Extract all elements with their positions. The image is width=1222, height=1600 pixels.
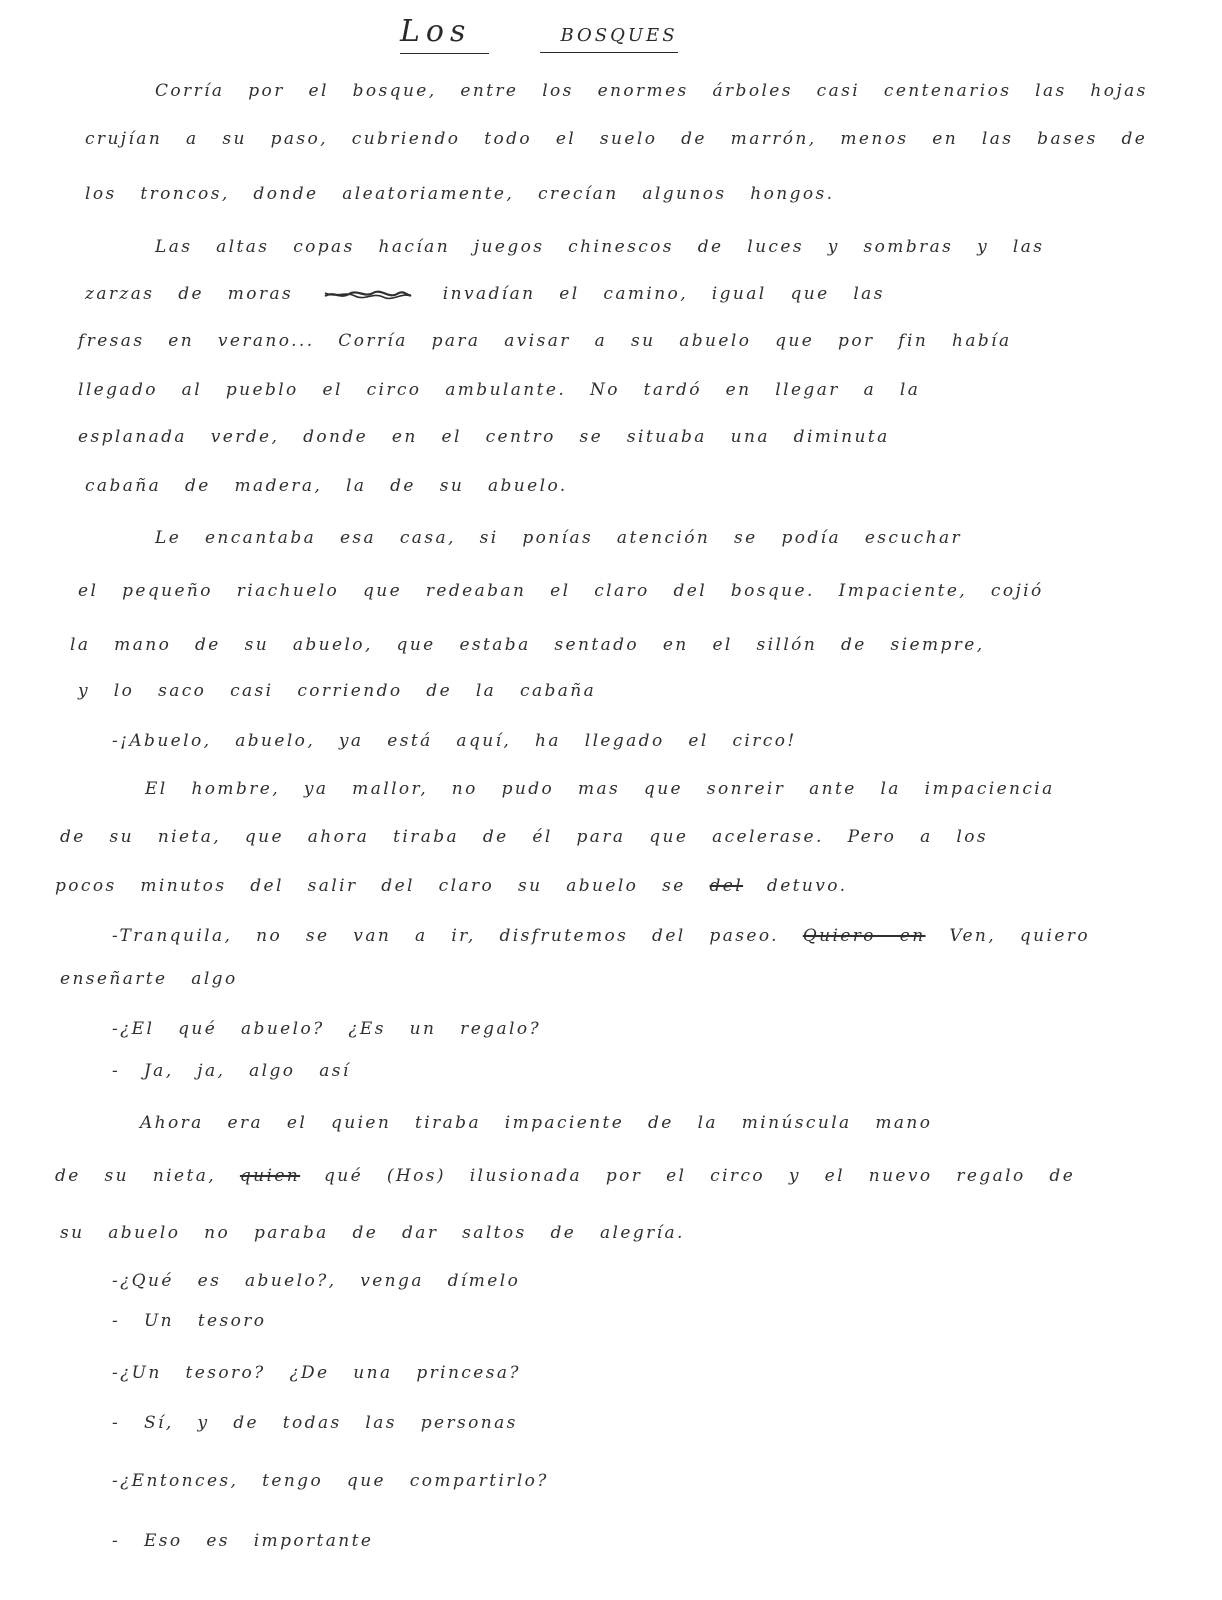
line-text: esplanada verde, donde en el centro se situaba una diminuta — [78, 427, 890, 447]
page-title — [400, 14, 678, 54]
text-line-15 — [145, 778, 1055, 800]
text-line-22 — [140, 1112, 932, 1134]
text-line-4 — [155, 236, 1044, 258]
line-text: - Sí, y de todas las personas — [112, 1413, 518, 1433]
text-line-16 — [60, 826, 988, 848]
text-line-17 — [55, 875, 847, 897]
line-text: de su nieta, que ahora tiraba de él para que acelerase. Pero a los — [60, 827, 989, 847]
line-text: los troncos, donde aleatoriamente, crecían algunos hongos. — [85, 184, 835, 204]
text-line-26 — [112, 1310, 266, 1332]
line-text: -¡Abuelo, abuelo, ya está aquí, ha llegado el circo! — [112, 731, 797, 751]
line-text-after: qué (Hos) ilusionada por el circo y el nuevo regalo de — [323, 1166, 1076, 1186]
text-line-24 — [60, 1222, 685, 1244]
line-text: enseñarte algo — [60, 969, 238, 989]
line-text: -¿Un tesoro? ¿De una princesa? — [112, 1363, 521, 1383]
line-text: llegado al pueblo el circo ambulante. No tardó en llegar a la — [78, 380, 921, 400]
text-line-29 — [112, 1470, 549, 1492]
text-line-14 — [112, 730, 797, 752]
struck-word: Quiero en — [802, 926, 926, 946]
text-line-8 — [78, 426, 890, 448]
line-text: fresas en verano... Corría para avisar a su abuelo que por fin había — [78, 331, 1012, 351]
text-line-13 — [78, 680, 596, 702]
line-text: - Eso es importante — [112, 1531, 374, 1551]
line-text: y lo saco casi corriendo de la cabaña — [78, 681, 597, 701]
line-text: -¿El qué abuelo? ¿Es un regalo? — [112, 1019, 541, 1039]
line-text: El hombre, ya mallor, no pudo mas que sonreir ante la impaciencia — [145, 779, 1055, 799]
struck-word: del — [709, 876, 744, 896]
text-line-20 — [112, 1018, 541, 1040]
line-text: la mano de su abuelo, que estaba sentado en el sillón de siempre, — [70, 635, 985, 655]
text-line-3 — [85, 183, 834, 205]
text-line-18 — [112, 925, 1090, 947]
line-text-after: Ven, quiero — [949, 926, 1090, 946]
line-text: -¿Entonces, tengo que compartirlo? — [112, 1471, 549, 1491]
text-line-10 — [155, 527, 962, 549]
line-text: -¿Qué es abuelo?, venga dímelo — [112, 1271, 521, 1291]
line-text-after: invadían el camino, igual que las — [442, 284, 885, 304]
text-line-5 — [85, 283, 885, 305]
title-word-bosques: BOSQUES — [540, 25, 677, 53]
text-line-28 — [112, 1412, 518, 1434]
text-line-6 — [78, 330, 1012, 352]
struck-word: quien — [239, 1166, 301, 1186]
line-text: crujían a su paso, cubriendo todo el suelo de marrón, menos en las bases de — [85, 129, 1148, 149]
title-word-los: Los — [400, 14, 489, 54]
line-text: - Ja, ja, algo así — [112, 1061, 351, 1081]
line-text: Le encantaba esa casa, si ponías atención se podía escuchar — [155, 528, 963, 548]
text-line-1 — [155, 80, 1148, 102]
line-text: cabaña de madera, la de su abuelo. — [85, 476, 568, 496]
line-text: su abuelo no paraba de dar saltos de alegría. — [60, 1223, 685, 1243]
line-text: zarzas de moras — [85, 284, 294, 304]
line-text: Corría por el bosque, entre los enormes árboles casi centenarios las hojas — [155, 81, 1148, 101]
text-line-19 — [60, 968, 238, 990]
line-text: pocos minutos del salir del claro su abuelo se — [55, 876, 686, 896]
text-line-12 — [70, 634, 985, 656]
text-line-23 — [55, 1165, 1075, 1187]
line-text: el pequeño riachuelo que redeaban el claro del bosque. Impaciente, cojió — [78, 581, 1044, 601]
text-line-21 — [112, 1060, 351, 1082]
line-text-after: detuvo. — [766, 876, 848, 896]
line-text: Ahora era el quien tiraba impaciente de la minúscula mano — [140, 1113, 933, 1133]
line-text: -Tranquila, no se van a ir, disfrutemos del paseo. — [112, 926, 779, 946]
line-text: - Un tesoro — [112, 1311, 267, 1331]
text-line-9 — [85, 475, 568, 497]
line-text: Las altas copas hacían juegos chinescos de luces y sombras y las — [155, 237, 1045, 257]
text-line-25 — [112, 1270, 520, 1292]
text-line-7 — [78, 379, 920, 401]
text-line-11 — [78, 580, 1044, 602]
text-line-27 — [112, 1362, 521, 1384]
line-text: de su nieta, — [55, 1166, 217, 1186]
text-line-2 — [85, 128, 1147, 150]
scribble-crossout — [323, 290, 413, 300]
text-line-30 — [112, 1530, 373, 1552]
